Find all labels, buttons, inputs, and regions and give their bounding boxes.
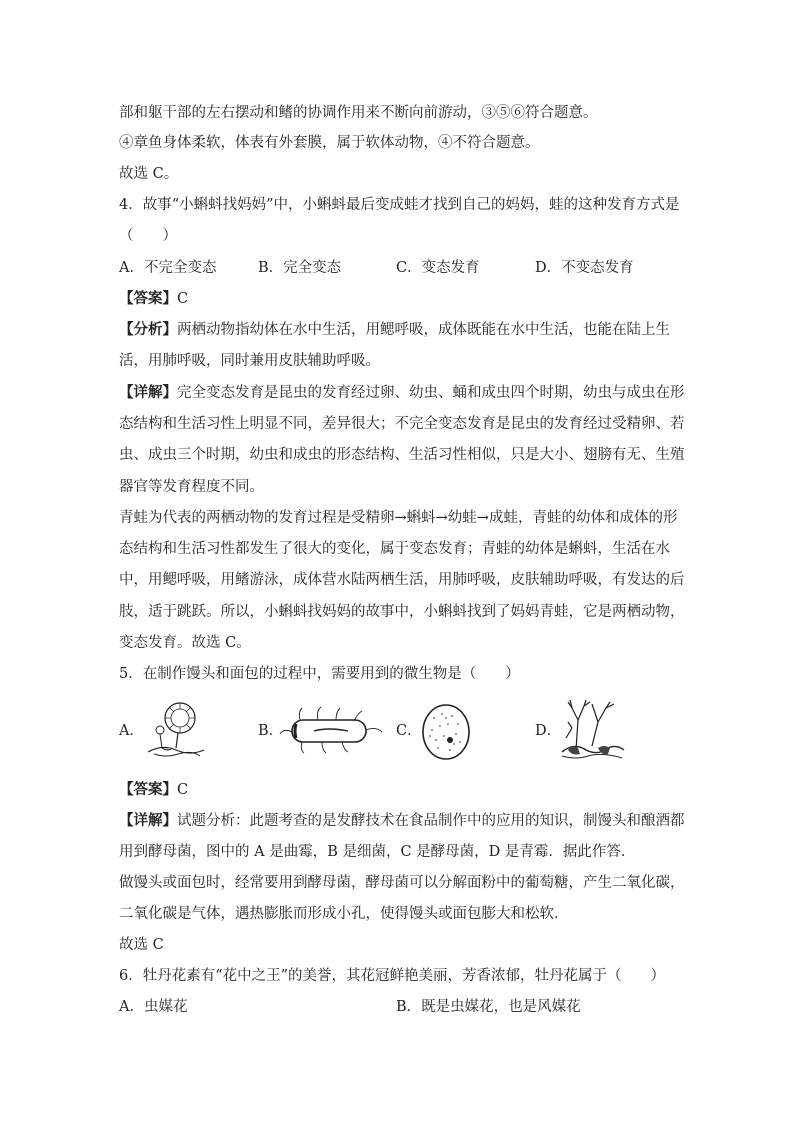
text-line: 部和躯干部的左右摆动和鳍的协调作用来不断向前游动，③⑤⑥符合题意。 (119, 105, 598, 121)
question-4-stem: 4．故事“小蝌蚪找妈妈”中，小蝌蚪最后变成蛙才找到自己的妈妈，蛙的这种发育方式是 (119, 197, 680, 213)
question-5-stem: 5．在制作馒头和面包的过程中，需要用到的微生物是（ ） (119, 666, 520, 682)
answer-value: C (177, 782, 189, 798)
q5-answer (119, 780, 188, 800)
bacterium-illustration (278, 706, 384, 754)
penicillium-illustration (558, 698, 626, 762)
q4-answer (119, 289, 188, 309)
text-line: 虫、成虫三个时期，幼虫和成虫的形态结构、生活习性相似，只是大小、翅膀有无、生殖 (119, 447, 685, 463)
analysis-tag: 【分析】 (119, 321, 177, 338)
text-line: 故选 C。 (119, 166, 179, 182)
q5-option-a-label: A． (119, 723, 144, 739)
text-line: 肢，适于跳跃。所以，小蝌蚪找妈妈的故事中，小蝌蚪找到了妈妈青蛙，它是两栖动物， (119, 604, 685, 620)
text-line: 中，用鳃呼吸，用鳍游泳，成体营水陆两栖生活，用肺呼吸，皮肤辅助呼吸，有发达的后 (119, 572, 685, 588)
q4-option-d: D．不变态发育 (535, 260, 634, 276)
text-line: 态结构和生活习性上明显不同，差异很大；不完全变态发育是昆虫的发育经过受精卵、若 (119, 416, 685, 432)
text-line: 变态发育。故选 C。 (119, 635, 251, 651)
detail-tag: 【详解】 (119, 812, 177, 829)
text-line: 二氧化碳是气体，遇热膨胀而形成小孔，使得馒头或面包膨大和松软． (119, 906, 569, 922)
text-line: 态结构和生活习性都发生了很大的变化，属于变态发育；青蛙的幼体是蝌蚪，生活在水 (119, 541, 670, 557)
text-line: 青蛙为代表的两栖动物的发育过程是受精卵→蝌蚪→幼蛙→成蛙，青蛙的幼体和成体的形 (119, 510, 678, 526)
question-4-blank: （ ） (119, 228, 177, 244)
q6-option-b: B．既是虫媒花，也是风媒花 (396, 999, 581, 1015)
answer-value: C (177, 291, 189, 307)
detail-tag: 【详解】 (119, 384, 177, 401)
text-line: ④章鱼身体柔软，体表有外套膜，属于软体动物，④不符合题意。 (119, 135, 540, 151)
detail-text: 试题分析：此题考查的是发酵技术在食品制作中的应用的知识，制馒头和酿酒都 (177, 813, 685, 829)
answer-tag: 【答案】 (119, 781, 177, 798)
answer-tag: 【答案】 (119, 290, 177, 307)
q6-option-a: A．虫媒花 (119, 999, 188, 1015)
q4-option-c: C．变态发育 (396, 260, 480, 276)
q5-option-c-label: C． (396, 723, 422, 739)
analysis-text: 两栖动物指幼体在水中生活，用鳃呼吸，成体既能在水中生活，也能在陆上生 (177, 322, 670, 338)
q5-detail (119, 811, 685, 831)
q4-option-a: A．不完全变态 (119, 260, 217, 276)
q4-analysis (119, 320, 670, 340)
question-6-stem: 6．牡丹花素有“花中之王”的美誉，其花冠鲜艳美丽，芳香浓郁，牡丹花属于（ ） (119, 968, 666, 984)
detail-text: 完全变态发育是昆虫的发育经过卵、幼虫、蛹和成虫四个时期，幼虫与成虫在形 (177, 385, 685, 401)
yeast-illustration (420, 702, 472, 762)
q4-detail (119, 383, 685, 403)
text-line: 活，用肺呼吸，同时兼用皮肤辅助呼吸。 (119, 353, 380, 369)
text-line: 用到酵母菌，图中的 A 是曲霉，B 是细菌，C 是酵母菌，D 是青霉．据此作答． (119, 844, 636, 860)
q4-option-b: B．完全变态 (258, 260, 342, 276)
q5-option-d-label: D． (535, 723, 562, 739)
mold-illustration (142, 700, 212, 762)
text-line: 故选 C (119, 937, 164, 953)
text-line: 做馒头或面包时，经常要用到酵母菌，酵母菌可以分解面粉中的葡萄糖，产生二氧化碳， (119, 875, 685, 891)
q5-option-b-label: B． (258, 723, 284, 739)
text-line: 器官等发育程度不同。 (119, 479, 264, 495)
